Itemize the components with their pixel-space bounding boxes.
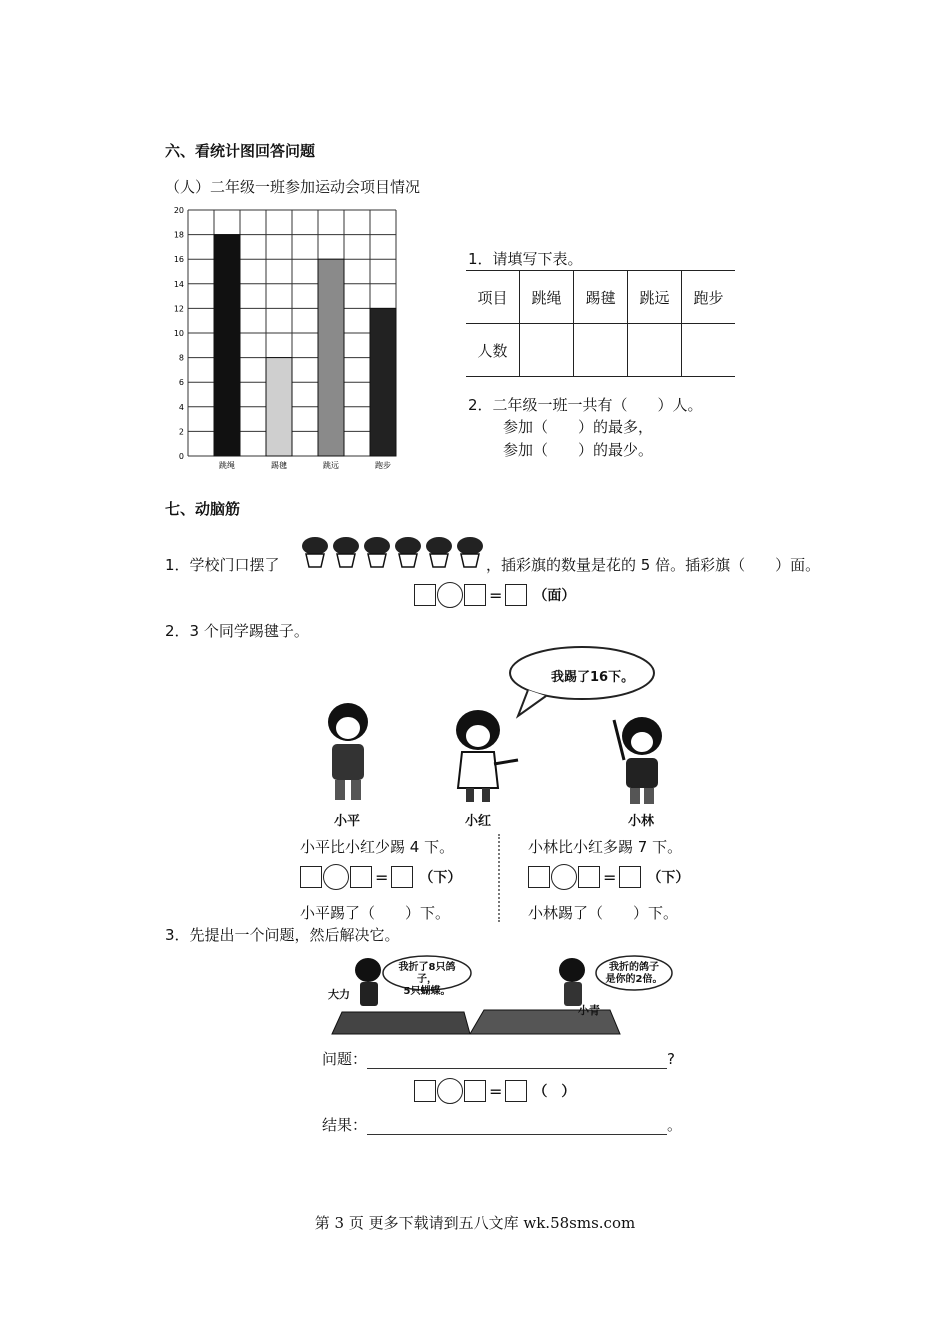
y-tick-labels	[174, 206, 184, 461]
child-name-xiaohong: 小红	[465, 814, 492, 829]
result-row	[322, 1114, 682, 1135]
bar-跳远	[318, 259, 344, 456]
table-header-cell: 跑步	[682, 271, 736, 324]
unit-label: （ ）	[533, 1084, 576, 1100]
operator-circle[interactable]	[323, 864, 349, 890]
origami-scene-illustration	[330, 950, 630, 1040]
x-tick-labels	[219, 460, 391, 470]
answer-box[interactable]	[619, 866, 641, 888]
bar-跑步	[370, 308, 396, 456]
q6-2-line3: 参加（ ）的最少。	[503, 441, 654, 459]
q7-2-intro: 2．3 个同学踢毽子。	[165, 622, 309, 640]
child-name-xiaolin: 小林	[628, 814, 655, 829]
pot-icon	[461, 554, 479, 567]
flower-icon	[426, 537, 452, 555]
bar-chart	[160, 200, 440, 475]
table-header-cell: 跳远	[628, 271, 682, 324]
table-header-cell: 项目	[466, 271, 520, 324]
table-header-cell: 踢毽	[574, 271, 628, 324]
equals-sign: =	[489, 1081, 503, 1101]
y-tick-label: 20	[173, 206, 184, 215]
unit-label: （面）	[533, 588, 576, 604]
page-footer: 第 3 页 更多下载请到五八文库 wk.58sms.com	[314, 1214, 636, 1232]
y-tick-label: 12	[173, 304, 184, 314]
question-label: 问题：	[322, 1050, 368, 1068]
question-end-mark: ?	[667, 1050, 675, 1068]
table-answer-cell[interactable]	[520, 324, 574, 377]
q7-2-left-text: 小平比小红少踢 4 下。	[300, 838, 455, 856]
y-tick-label: 14	[173, 279, 184, 289]
unit-label: （下）	[647, 870, 690, 886]
flower-icon	[364, 537, 390, 555]
answer-box[interactable]	[528, 866, 550, 888]
pot-icon	[306, 554, 324, 567]
table-answer-cell[interactable]	[682, 324, 736, 377]
y-tick-label: 18	[173, 230, 184, 240]
y-tick-label: 6	[178, 378, 184, 388]
answer-box[interactable]	[300, 866, 322, 888]
q7-2-right-formula	[528, 864, 689, 890]
q7-2-right-text: 小林比小红多踢 7 下。	[528, 838, 683, 856]
y-tick-label: 4	[178, 402, 184, 412]
left-bubble-text	[389, 962, 465, 998]
flower-icon	[333, 537, 359, 555]
pot-icon	[399, 554, 417, 567]
question-answer-line[interactable]	[367, 1054, 667, 1069]
answer-box[interactable]	[505, 584, 527, 606]
flower-icon	[395, 537, 421, 555]
chart-bars	[214, 235, 396, 456]
child-xiaohong-illustration	[448, 708, 520, 804]
x-tick-label: 跳远	[323, 461, 339, 470]
right-bubble-line2: 是你的2倍。	[605, 974, 663, 985]
q7-3-formula	[414, 1078, 575, 1104]
right-bubble-line1: 我折的鸽子	[609, 962, 659, 973]
pot-icon	[430, 554, 448, 567]
divider	[498, 834, 500, 922]
q6-2-line1: 2．二年级一班一共有（ ）人。	[468, 396, 703, 414]
answer-box[interactable]	[350, 866, 372, 888]
pot-icon	[368, 554, 386, 567]
bar-踢毽	[266, 358, 292, 456]
left-bubble-line2: 5只蝴蝶。	[403, 986, 451, 997]
y-tick-label: 0	[178, 452, 184, 461]
equals-sign: =	[375, 867, 389, 887]
table-row-label: 人数	[466, 324, 520, 377]
bar-跳绳	[214, 235, 240, 456]
x-tick-label: 踢毽	[271, 461, 287, 470]
answer-box[interactable]	[414, 584, 436, 606]
name-xiaoqing: 小青	[578, 1004, 600, 1017]
y-tick-label: 16	[173, 255, 184, 265]
result-end-mark: 。	[667, 1116, 683, 1134]
operator-circle[interactable]	[551, 864, 577, 890]
child-xiaoping-illustration	[320, 700, 376, 804]
table-answer-cell[interactable]	[574, 324, 628, 377]
q7-1-prefix: 1．学校门口摆了	[165, 556, 280, 574]
x-tick-label: 跳绳	[219, 461, 235, 470]
section6-title: 六、看统计图回答问题	[165, 142, 316, 160]
child-xiaolin-illustration	[608, 712, 670, 806]
left-bubble-line1: 我折了8只鸽子，	[398, 962, 456, 985]
q7-3-intro: 3．先提出一个问题，然后解决它。	[165, 926, 400, 944]
operator-circle[interactable]	[437, 1078, 463, 1104]
answer-box[interactable]	[578, 866, 600, 888]
flower-icon	[457, 537, 483, 555]
q6-2-line2: 参加（ ）的最多，	[503, 418, 654, 436]
table-header-cell: 跳绳	[520, 271, 574, 324]
result-label: 结果：	[322, 1116, 368, 1134]
answer-box[interactable]	[391, 866, 413, 888]
fill-table	[466, 270, 735, 377]
flower-icon	[302, 537, 328, 555]
chart-title: （人）二年级一班参加运动会项目情况	[165, 178, 421, 196]
result-answer-line[interactable]	[367, 1120, 667, 1135]
q6-1-label: 1．请填写下表。	[468, 250, 583, 268]
q7-1-suffix: ，插彩旗的数量是花的 5 倍。插彩旗（ ）面。	[486, 556, 821, 574]
x-tick-label: 跑步	[375, 461, 391, 470]
answer-box[interactable]	[464, 584, 486, 606]
unit-label: （下）	[419, 870, 462, 886]
table-answer-cell[interactable]	[628, 324, 682, 377]
q7-2-left-answer: 小平踢了（ ）下。	[300, 904, 451, 922]
y-tick-label: 2	[178, 427, 184, 437]
answer-box[interactable]	[464, 1080, 486, 1102]
y-tick-label: 10	[173, 329, 184, 338]
pot-icon	[337, 554, 355, 567]
question-row	[322, 1048, 675, 1069]
answer-box[interactable]	[414, 1080, 436, 1102]
name-dali: 大力	[328, 988, 350, 1001]
equals-sign: =	[489, 585, 503, 605]
right-bubble-text	[600, 962, 668, 986]
q7-2-left-formula	[300, 864, 461, 890]
y-tick-label: 8	[178, 353, 184, 363]
section7-title: 七、动脑筋	[165, 500, 241, 518]
answer-box[interactable]	[505, 1080, 527, 1102]
child-name-xiaoping: 小平	[334, 814, 361, 829]
q7-1-formula	[414, 582, 575, 608]
operator-circle[interactable]	[437, 582, 463, 608]
flower-pots-image	[298, 534, 486, 570]
q7-2-right-answer: 小林踢了（ ）下。	[528, 904, 679, 922]
speech-bubble-text: 我踢了16下。	[551, 670, 635, 685]
equals-sign: =	[603, 867, 617, 887]
